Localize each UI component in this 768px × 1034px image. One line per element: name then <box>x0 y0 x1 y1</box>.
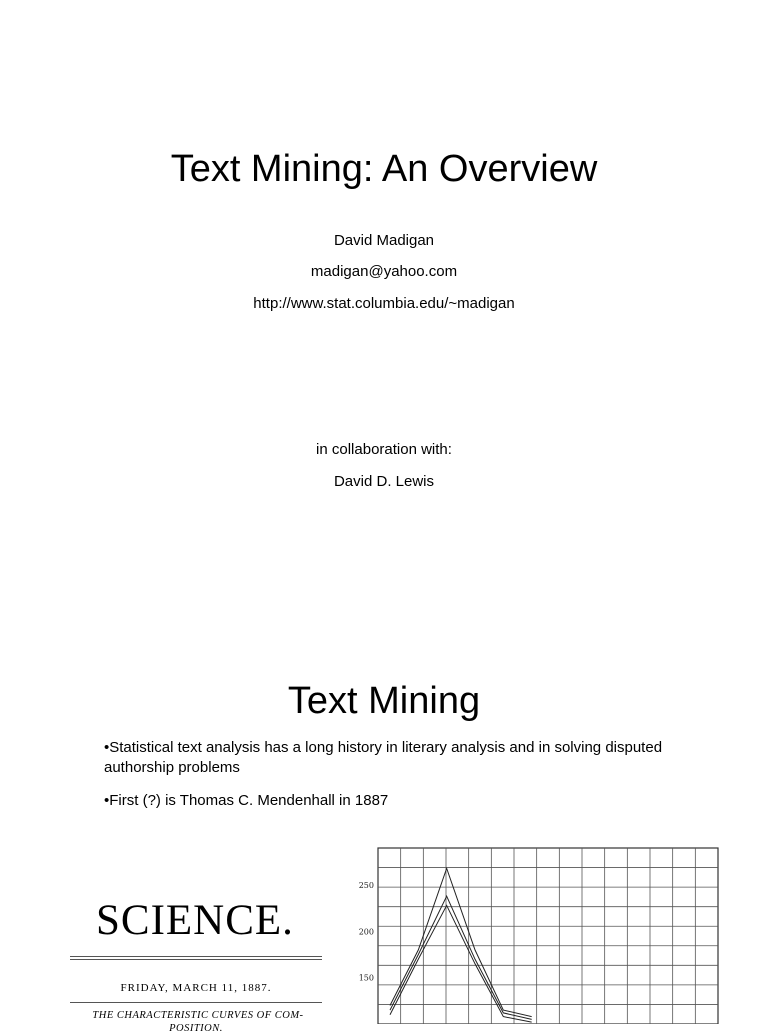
science-journal-clipping <box>70 896 332 1034</box>
masthead-rule <box>70 956 322 957</box>
slide-title: Text Mining: An Overview <box>170 148 598 190</box>
series-line-curve-2 <box>390 896 532 1019</box>
author-name: David Madigan <box>333 232 435 249</box>
collaborator-name: David D. Lewis <box>333 473 435 490</box>
series-line-curve-1 <box>390 868 532 1016</box>
plot-frame <box>378 848 718 1024</box>
text-mining-slide <box>0 640 768 1034</box>
y-tick-label: 200 <box>358 927 374 937</box>
collaboration-label: in collaboration with: <box>316 441 452 458</box>
y-tick-label: 250 <box>358 881 374 891</box>
slide-title: Text Mining <box>287 680 481 722</box>
author-email: madigan@yahoo.com <box>310 263 458 280</box>
bullet-history: •Statistical text analysis has a long history in literary analysis and in solving disputed authorship problems <box>104 739 663 776</box>
y-tick-label: 150 <box>358 973 374 983</box>
article-heading-continued: POSITION. <box>169 1023 223 1034</box>
author-url: http://www.stat.columbia.edu/~madigan <box>253 295 515 312</box>
date-rule <box>70 1002 322 1003</box>
issue-date: FRIDAY, MARCH 11, 1887. <box>120 982 272 994</box>
characteristic-curve-chart <box>352 844 724 1024</box>
science-masthead: SCIENCE. <box>96 897 294 944</box>
masthead-rule-2 <box>70 959 322 960</box>
bullet-mendenhall: •First (?) is Thomas C. Mendenhall in 1887 <box>104 792 389 809</box>
article-heading: THE CHARACTERISTIC CURVES OF COM- <box>92 1010 304 1021</box>
